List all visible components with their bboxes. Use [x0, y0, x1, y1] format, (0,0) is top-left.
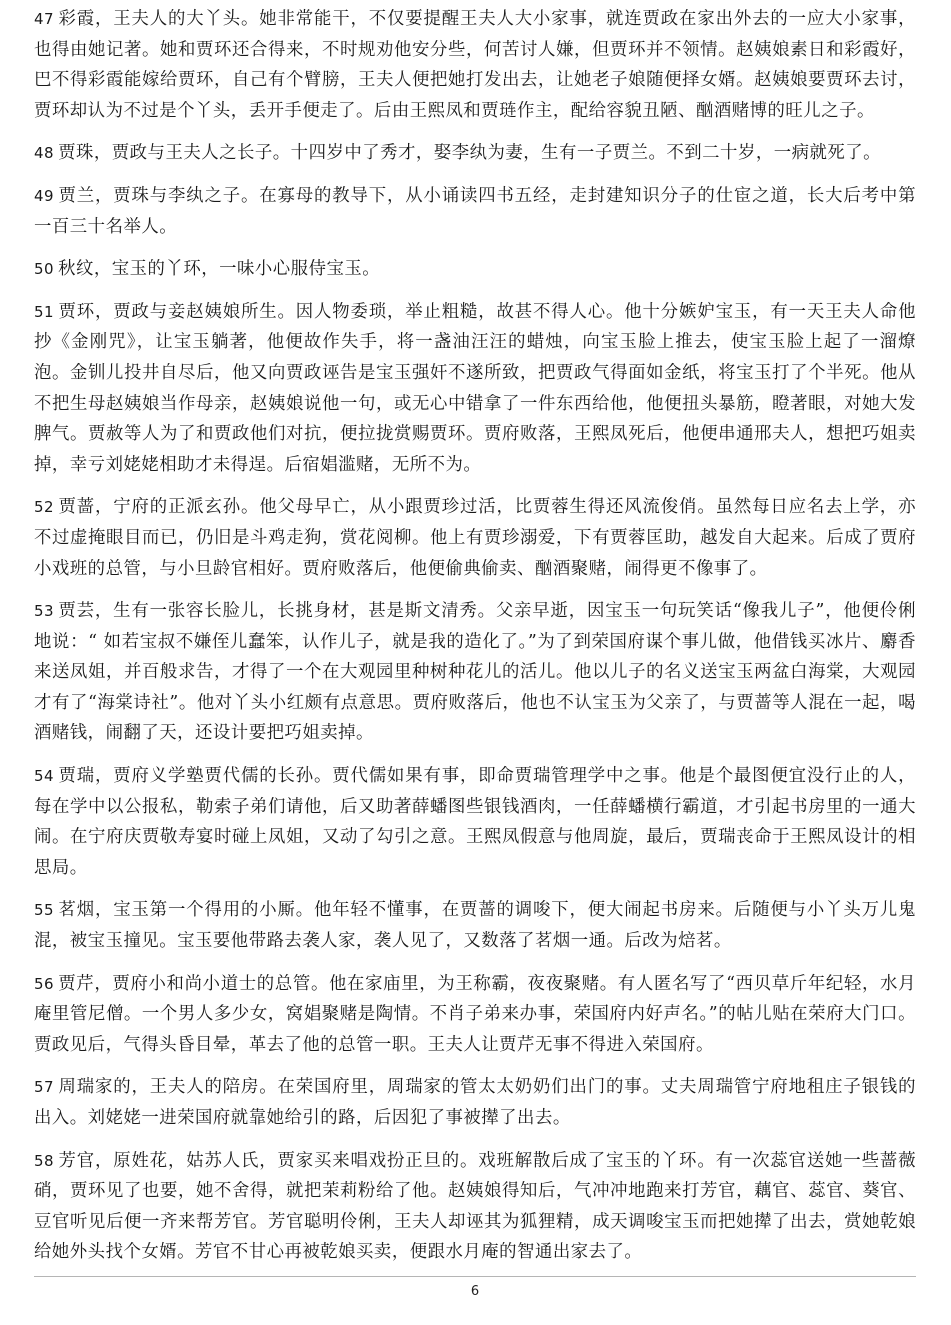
entry-text: 贾芸，生有一张容长脸儿，长挑身材，甚是斯文清秀。父亲早逝，因宝玉一句玩笑话“像我儿子”，他便伶俐地说：“ 如若宝叔不嫌侄儿蠢笨，认作儿子，就是我的造化了。”为了到荣国府谋个事儿做，他借钱买冰片、麝香来送凤姐，并百般求告，才得了一个在大观园里种树种花儿的活儿。他以儿子的名义送宝玉两盆白海棠，大观园才有了“海棠诗社”。他对丫头小红颇有点意思。贾府败落后，他也不认宝玉为父亲了，与贾蔷等人混在一起，喝酒赌钱，闹翻了天，还设计要把巧姐卖掉。 [34, 601, 916, 744]
character-list [34, 4, 916, 1280]
entry-number: 58 [34, 1151, 55, 1170]
entry-number: 56 [34, 974, 55, 993]
entry-48 [34, 138, 916, 169]
entry-number: 50 [34, 260, 55, 279]
entry-number: 49 [34, 186, 55, 205]
entry-text: 贾环，贾政与妾赵姨娘所生。因人物委琐，举止粗糙，故甚不得人心。他十分嫉妒宝玉，有一天王夫人命他抄《金刚咒》，让宝玉躺著，他便故作失手，将一盏油汪汪的蜡烛，向宝玉脸上推去，使宝玉脸上起了一溜燎泡。金钏儿投井自尽后，他又向贾政诬告是宝玉强奸不遂所致，把贾政气得面如金纸，将宝玉打了个半死。他从不把生母赵姨娘当作母亲，赵姨娘说他一句，或无心中错拿了一件东西给他，他便扭头暴筋，瞪著眼，对她大发脾气。贾赦等人为了和贾政他们对抗，便拉拢赏赐贾环。贾府败落，王熙凤死后，他便串通邢夫人，想把巧姐卖掉，幸亏刘姥姥相助才未得逞。后宿娼滥赌，无所不为。 [34, 301, 916, 475]
footer-divider [34, 1276, 916, 1277]
entry-text: 贾蔷，宁府的正派玄孙。他父母早亡，从小跟贾珍过活，比贾蓉生得还风流俊俏。虽然每日应名去上学，亦不过虚掩眼目而已，仍旧是斗鸡走狗，赏花阅柳。他上有贾珍溺爱，下有贾蓉匡助，越发自大起来。后成了贾府小戏班的总管，与小旦龄官相好。贾府败落后，他便偷典偷卖、酗酒聚赌，闹得更不像事了。 [34, 497, 916, 579]
entry-text: 彩霞，王夫人的大丫头。她非常能干，不仅要提醒王夫人大小家事，就连贾政在家出外去的一应大小家事，也得由她记著。她和贾环还合得来，不时规劝他安分些，何苦讨人嫌，但贾环并不领情。赵姨娘素日和彩霞好，巴不得彩霞能嫁给贾环，自己有个臂膀，王夫人便把她打发出去，让她老子娘随便择女婿。赵姨娘要贾环去讨，贾环却认为不过是个丫头，丢开手便走了。后由王熙凤和贾琏作主，配给容貌丑陋、酗酒赌博的旺儿之子。 [34, 9, 916, 121]
entry-50 [34, 254, 916, 285]
entry-53 [34, 596, 916, 749]
entry-text: 芳官，原姓花，姑苏人氏，贾家买来唱戏扮正旦的。戏班解散后成了宝玉的丫环。有一次蕊官送她一些蔷薇硝，贾环见了也要，她不舍得，就把茉莉粉给了他。赵姨娘得知后，气冲冲地跑来打芳官，藕官、蕊官、葵官、豆官听见后便一齐来帮芳官。芳官聪明伶俐，王夫人却诬其为狐狸精，成天调唆宝玉而把她撵了出去，赏她乾娘给她外头找个女婿。芳官不甘心再被乾娘买卖，便跟水月庵的智通出家去了。 [34, 1150, 916, 1263]
entry-number: 54 [34, 767, 55, 786]
entry-text: 秋纹，宝玉的丫环，一味小心服侍宝玉。 [58, 259, 381, 280]
entry-number: 57 [34, 1078, 55, 1097]
entry-55 [34, 895, 916, 956]
entry-49 [34, 181, 916, 242]
entry-54 [34, 761, 916, 883]
entry-56 [34, 969, 916, 1061]
entry-47 [34, 4, 916, 126]
entry-number: 53 [34, 602, 55, 621]
entry-number: 48 [34, 144, 55, 163]
entry-number: 55 [34, 901, 55, 920]
entry-58 [34, 1146, 916, 1268]
entry-number: 47 [34, 10, 55, 28]
entry-57 [34, 1072, 916, 1133]
entry-text: 贾瑞，贾府义学塾贾代儒的长孙。贾代儒如果有事，即命贾瑞管理学中之事。他是个最图便宜没行止的人，每在学中以公报私，勒索子弟们请他，后又助著薛蟠图些银钱酒肉，一任薛蟠横行霸道，才引起书房里的一通大闹。在宁府庆贾敬寿宴时碰上凤姐，又动了勾引之意。王熙凤假意与他周旋，最后，贾瑞丧命于王熙凤设计的相思局。 [34, 766, 916, 878]
entry-text: 贾芹，贾府小和尚小道士的总管。他在家庙里，为王称霸，夜夜聚赌。有人匿名写了“西贝草斤年纪轻，水月庵里管尼僧。一个男人多少女，窝娼聚赌是陶情。不肖子弟来办事，荣国府内好声名。”的帖儿贴在荣府大门口。贾政见后，气得头昏目晕，革去了他的总管一职。王夫人让贾芹无事不得进入荣国府。 [34, 973, 916, 1055]
document-page [34, 0, 916, 1325]
page-number: 6 [470, 1284, 480, 1299]
entry-text: 贾珠，贾政与王夫人之长子。十四岁中了秀才，娶李纨为妻，生有一子贾兰。不到二十岁，一病就死了。 [58, 143, 882, 164]
entry-text: 茗烟，宝玉第一个得用的小厮。他年轻不懂事，在贾蔷的调唆下，便大闹起书房来。后随便与小丫头万儿鬼混，被宝玉撞见。宝玉要他带路去袭人家，袭人见了，又数落了茗烟一通。后改为焙茗。 [34, 900, 916, 952]
entry-51 [34, 297, 916, 481]
entry-text: 贾兰，贾珠与李纨之子。在寡母的教导下，从小诵读四书五经，走封建知识分子的仕宦之道，长大后考中第一百三十名举人。 [34, 185, 916, 237]
entry-number: 51 [34, 302, 55, 321]
entry-52 [34, 492, 916, 584]
entry-number: 52 [34, 498, 55, 517]
entry-text: 周瑞家的，王夫人的陪房。在荣国府里，周瑞家的管太太奶奶们出门的事。丈夫周瑞管宁府地租庄子银钱的出入。刘姥姥一进荣国府就靠她给引的路，后因犯了事被撵了出去。 [34, 1077, 916, 1128]
